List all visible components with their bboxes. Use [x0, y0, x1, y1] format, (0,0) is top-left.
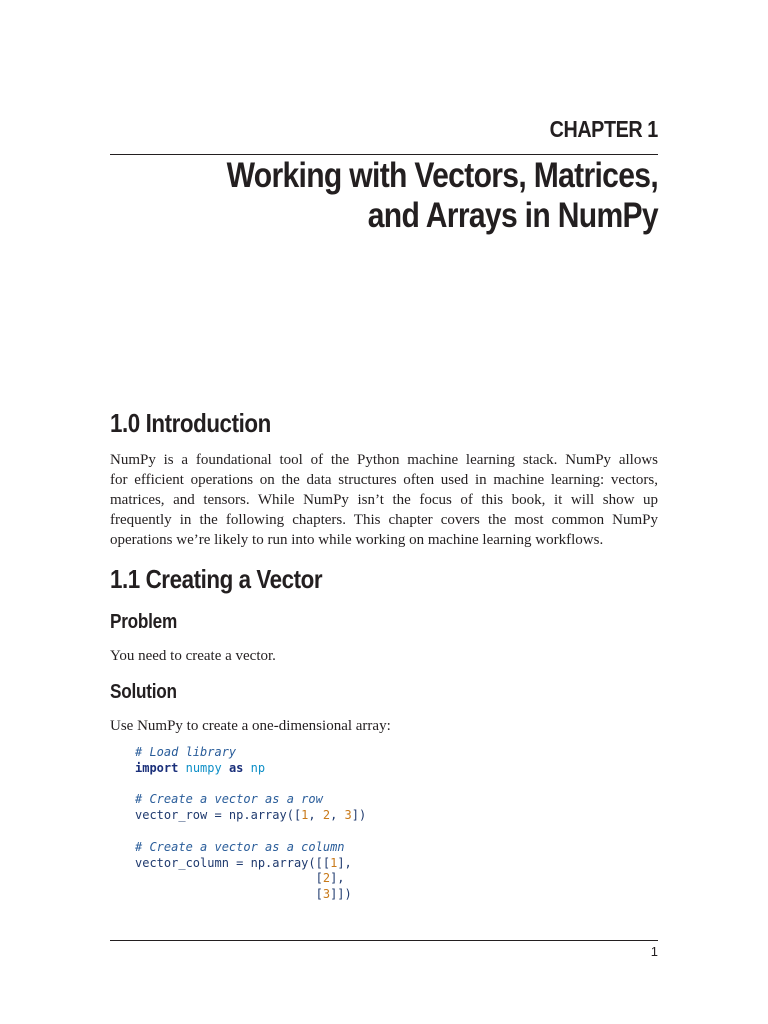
page-number: 1 [650, 944, 658, 959]
code-separator: , [330, 808, 345, 823]
code-number: 3 [322, 887, 331, 902]
section-heading-introduction: 1.0 Introduction [110, 408, 271, 438]
problem-text: You need to create a vector. [110, 648, 276, 664]
code-column-pad: [ [135, 887, 323, 902]
code-row-end: ]) [351, 808, 367, 823]
code-number: 2 [322, 871, 331, 886]
code-separator: , [308, 808, 323, 823]
chapter-title [142, 156, 658, 236]
code-column-assign: vector_column = np.array([[ [135, 855, 331, 870]
code-comment-load-library: # Load library [135, 745, 237, 759]
footer-divider [110, 940, 658, 941]
code-column-end: ], [330, 871, 345, 886]
code-number: 3 [344, 808, 352, 823]
code-keyword-import: import [135, 760, 179, 775]
intro-line-4: frequently in the following chapters. This chapter covers the most common NumPy [110, 512, 658, 528]
intro-line-1: NumPy is a foundational tool of the Python machine learning stack. NumPy allows [110, 452, 658, 468]
code-number: 1 [301, 808, 309, 823]
code-comment-column: # Create a vector as a column [135, 839, 345, 854]
code-comment-row: # Create a vector as a row [135, 792, 323, 807]
code-column-end: ], [337, 855, 352, 870]
intro-paragraph [110, 450, 658, 550]
code-row-assign: vector_row = np.array([ [135, 808, 302, 823]
chapter-title-line-2: and Arrays in NumPy [367, 196, 658, 235]
chapter-divider [110, 154, 658, 155]
solution-heading: Solution [110, 681, 177, 703]
intro-line-3: matrices, and tensors. While NumPy isn’t the focus of this book, it will show up [110, 492, 658, 508]
chapter-label: CHAPTER 1 [549, 116, 658, 142]
code-module-numpy: numpy [185, 760, 222, 775]
code-block [135, 745, 366, 903]
code-keyword-as: as [228, 760, 244, 775]
section-heading-creating-vector: 1.1 Creating a Vector [110, 564, 323, 594]
code-number: 2 [322, 808, 331, 823]
intro-line-2: for efficient operations on the data structures often used in machine learning: vectors, [110, 472, 658, 488]
intro-line-5: operations we’re likely to run into while working on machine learning workflows. [110, 532, 604, 548]
code-number: 1 [330, 855, 338, 870]
code-alias-np: np [250, 760, 266, 775]
code-column-end: ]]) [330, 887, 352, 902]
chapter-title-line-1: Working with Vectors, Matrices, [226, 156, 659, 195]
code-column-pad: [ [135, 871, 323, 886]
solution-text: Use NumPy to create a one-dimensional array: [110, 718, 391, 734]
problem-heading: Problem [110, 611, 178, 633]
